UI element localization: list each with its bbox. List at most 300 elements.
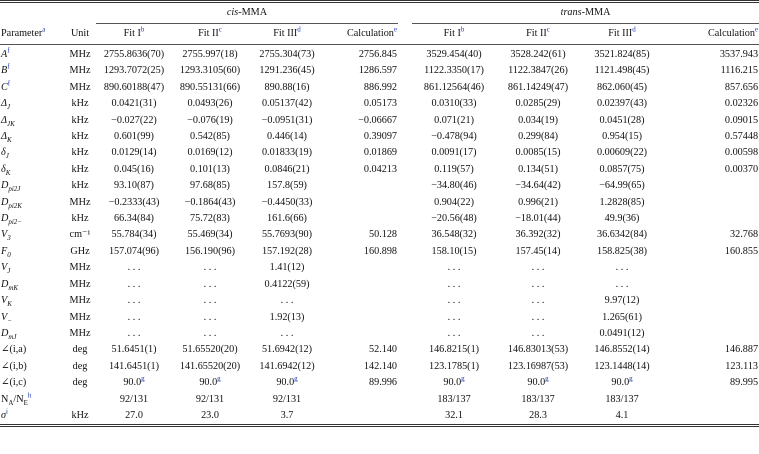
trans-value-1: 32.1 <box>445 409 463 421</box>
footnote-marker: g <box>141 374 145 383</box>
gap-cell <box>398 96 412 112</box>
row-unit: MHz <box>69 327 91 339</box>
cis-value-1: 92/131 <box>119 393 149 405</box>
row-unit: MHz <box>69 49 91 60</box>
cis-value-3: 1.41(12) <box>269 262 305 274</box>
row-unit: kHz <box>71 213 89 225</box>
parameter-label: D <box>1 327 9 339</box>
cell-value: 90.0 <box>123 377 142 389</box>
trans-value-4 <box>664 260 759 276</box>
cis-value-3: 161.6(66) <box>267 213 307 225</box>
trans-value-1: 0.904(22) <box>434 196 474 208</box>
parameter-subscript: mK <box>8 283 19 292</box>
gap-cell <box>398 277 412 293</box>
cis-value-3: 890.88(16) <box>264 81 310 93</box>
cis-value-4: 0.04213 <box>363 163 398 175</box>
cis-value-4 <box>326 178 398 194</box>
parameter-label: ∠(i,c) <box>1 377 27 389</box>
cell-value: 90.0 <box>611 377 630 389</box>
parameter-label: A <box>1 49 8 60</box>
gap-cell <box>398 244 412 260</box>
parameter-label: Δ <box>1 131 7 143</box>
row-parameter <box>0 178 64 194</box>
cis-value-3 <box>248 375 326 391</box>
row-unit: kHz <box>71 147 89 159</box>
trans-value-3: 0.954(15) <box>602 131 642 143</box>
footnote-marker: i <box>6 407 8 416</box>
trans-value-1: 146.8215(1) <box>428 344 480 356</box>
table-body <box>0 45 759 426</box>
trans-value-3: . . . <box>615 278 629 290</box>
parameter-label: ∠(i,b) <box>1 360 27 372</box>
cis-value-2: 0.101(13) <box>190 163 230 175</box>
row-parameter <box>0 293 64 309</box>
cis-value-1: −0.2333(43) <box>108 196 160 208</box>
trans-value-4: 857.656 <box>724 81 759 93</box>
row-unit: MHz <box>69 65 91 77</box>
cis-value-4: 160.898 <box>363 245 398 257</box>
row-parameter <box>0 392 64 408</box>
header-gap <box>398 24 412 45</box>
row-unit: kHz <box>71 98 89 110</box>
trans-value-2: 157.45(14) <box>515 245 561 257</box>
trans-value-3: 0.0451(28) <box>599 114 645 126</box>
trans-value-4 <box>664 392 759 408</box>
trans-value-1: −20.56(48) <box>431 213 477 225</box>
cis-value-4: −0.06667 <box>358 114 398 126</box>
header-parameter <box>0 24 64 45</box>
table-row <box>0 129 759 145</box>
table-row <box>0 293 759 309</box>
gap-cell <box>398 211 412 227</box>
cis-value-3: 157.8(59) <box>267 180 307 192</box>
table-row <box>0 63 759 79</box>
cis-value-4 <box>326 326 398 342</box>
trans-value-3: 123.1448(14) <box>594 360 650 372</box>
parameter-subscript: 0 <box>7 250 11 259</box>
parameter-label: F <box>1 245 8 257</box>
cis-value-3: 92/131 <box>272 393 302 405</box>
trans-value-2: 0.299(84) <box>518 131 558 143</box>
parameter-label: C <box>1 81 8 93</box>
trans-value-4: 123.113 <box>725 360 759 372</box>
cis-value-4 <box>326 277 398 293</box>
cell-value: 90.0 <box>276 377 295 389</box>
cis-value-4 <box>326 408 398 426</box>
trans-value-4: 0.00598 <box>724 147 759 159</box>
gap-cell <box>398 392 412 408</box>
cis-value-1: . . . <box>127 327 141 339</box>
group-title-suffix: -MMA <box>238 7 268 18</box>
gap-cell <box>398 260 412 276</box>
parameter-subscript: K <box>6 136 12 145</box>
parameter-subscript: JK <box>6 119 15 128</box>
row-parameter <box>0 408 64 426</box>
cis-value-4 <box>326 260 398 276</box>
subscript: E <box>23 398 28 407</box>
header-label: Fit I <box>123 28 141 39</box>
header-cis-4 <box>326 24 398 45</box>
trans-value-2: 123.16987(53) <box>507 360 569 372</box>
footnote-marker: f <box>7 63 10 72</box>
table-row <box>0 342 759 358</box>
cis-value-4: 142.140 <box>363 360 398 372</box>
trans-value-1: −0.478(94) <box>431 131 477 143</box>
cis-value-3: 0.4122(59) <box>264 278 310 290</box>
row-unit: MHz <box>69 196 91 208</box>
cis-value-2: 141.65520(20) <box>179 360 241 372</box>
parameter-label: V <box>1 311 8 323</box>
trans-value-1: 0.0310(33) <box>431 98 477 110</box>
row-unit <box>64 392 96 408</box>
trans-value-4 <box>664 178 759 194</box>
cis-value-2: 0.0493(26) <box>187 98 233 110</box>
table-row <box>0 310 759 326</box>
parameter-label: B <box>1 65 8 77</box>
trans-value-2: . . . <box>531 311 545 323</box>
parameter-label: D <box>1 213 9 225</box>
parameter-label: Δ <box>1 114 7 126</box>
trans-value-3: 9.97(12) <box>604 295 640 307</box>
header-cis-2 <box>172 24 248 45</box>
table-row <box>0 359 759 375</box>
row-unit: MHz <box>69 295 91 307</box>
trans-value-1: . . . <box>447 295 461 307</box>
cis-value-4: 0.05173 <box>363 98 398 110</box>
row-parameter <box>0 277 64 293</box>
cis-value-2: . . . <box>203 295 217 307</box>
cell-value: 90.0 <box>199 377 218 389</box>
trans-value-4 <box>664 326 759 342</box>
cis-value-2: −0.1864(43) <box>184 196 236 208</box>
cis-value-1: 93.10(87) <box>114 180 154 192</box>
cis-value-3: −0.0951(31) <box>261 114 313 126</box>
cis-value-1: 0.0129(14) <box>111 147 157 159</box>
gap-cell <box>398 178 412 194</box>
header-trans-3 <box>580 24 664 45</box>
cis-value-1: 0.601(99) <box>114 131 154 143</box>
cis-value-2: . . . <box>203 311 217 323</box>
trans-value-3: −64.99(65) <box>599 180 645 192</box>
gap-cell <box>398 145 412 161</box>
row-parameter <box>0 244 64 260</box>
cis-value-3: 55.7693(90) <box>261 229 313 241</box>
cis-value-3: 51.6942(12) <box>261 344 313 356</box>
trans-value-2: 1122.3847(26) <box>508 65 568 77</box>
cis-value-2: 156.190(96) <box>184 245 236 257</box>
trans-value-1: 123.1785(1) <box>428 360 480 372</box>
row-unit: deg <box>72 360 88 372</box>
header-label: Calculation <box>707 28 755 39</box>
cis-value-2: 0.542(85) <box>190 131 230 143</box>
parameter-label: V <box>1 229 8 241</box>
cis-group-title <box>227 7 267 18</box>
trans-value-3: 1.2828(85) <box>599 196 645 208</box>
row-unit: MHz <box>69 278 91 290</box>
cis-value-3: 0.446(14) <box>267 131 307 143</box>
cis-value-1: 157.074(96) <box>108 245 160 257</box>
parameter-subscript: − <box>7 316 12 325</box>
cis-value-3: 2755.304(73) <box>259 49 315 60</box>
trans-value-2: 28.3 <box>529 409 547 421</box>
cis-value-1: 55.784(34) <box>111 229 157 241</box>
cis-value-1: 141.6451(1) <box>108 360 160 372</box>
trans-value-4: 0.09015 <box>724 114 759 126</box>
parameter-subscript: 3 <box>7 234 11 243</box>
trans-value-4: 32.768 <box>730 229 759 241</box>
trans-value-3 <box>580 375 664 391</box>
header-label: Fit I <box>443 28 461 39</box>
gap-cell <box>398 342 412 358</box>
trans-value-1: 36.548(32) <box>431 229 477 241</box>
header-label: Fit II <box>526 28 547 39</box>
parameter-subscript: J <box>5 152 9 161</box>
trans-value-2: . . . <box>531 327 545 339</box>
cis-value-2: 55.469(34) <box>187 229 233 241</box>
footnote-marker: d <box>632 25 636 34</box>
cis-value-2: . . . <box>203 262 217 274</box>
gap-cell <box>398 326 412 342</box>
trans-value-2: 146.83013(53) <box>507 344 569 356</box>
trans-value-3: . . . <box>615 262 629 274</box>
header-trans-1 <box>412 24 496 45</box>
cis-value-4: 2756.845 <box>358 49 398 60</box>
cis-value-3: 1291.236(45) <box>259 65 315 77</box>
trans-value-2: . . . <box>531 278 545 290</box>
cis-value-2 <box>172 375 248 391</box>
cis-value-1: 27.0 <box>125 409 143 421</box>
row-parameter <box>0 227 64 243</box>
parameter-label: $N_A/N_E$ <box>1 393 28 407</box>
header-label: Calculation <box>346 28 394 39</box>
trans-value-2: 0.134(51) <box>518 163 558 175</box>
cis-value-1: 2755.8636(70) <box>103 49 165 60</box>
row-unit: kHz <box>71 163 89 175</box>
parameter-label: D <box>1 196 9 208</box>
cis-value-3: 0.01833(19) <box>261 147 313 159</box>
trans-value-1: 0.071(21) <box>434 114 474 126</box>
row-unit: cm⁻¹ <box>69 229 91 241</box>
cis-value-1: −0.027(22) <box>111 114 157 126</box>
trans-value-2: 0.0085(15) <box>515 147 561 159</box>
cis-value-2: 1293.3105(60) <box>179 65 241 77</box>
trans-value-4 <box>664 293 759 309</box>
trans-value-3: 1121.498(45) <box>594 65 650 77</box>
gap-cell <box>398 359 412 375</box>
cis-value-2: . . . <box>203 327 217 339</box>
trans-value-3: 3521.824(85) <box>594 49 650 60</box>
trans-value-2: −34.64(42) <box>515 180 561 192</box>
table-row <box>0 375 759 391</box>
header-label: Fit II <box>198 28 219 39</box>
footnote-marker: c <box>546 25 550 34</box>
table-row <box>0 80 759 96</box>
cis-value-1: 51.6451(1) <box>111 344 157 356</box>
trans-value-4: 146.887 <box>724 344 759 356</box>
row-unit: deg <box>72 377 88 389</box>
trans-value-2: 0.0285(29) <box>515 98 561 110</box>
footnote-marker: e <box>393 25 398 34</box>
trans-value-4 <box>664 195 759 211</box>
trans-value-1: . . . <box>447 327 461 339</box>
group-title-prefix: trans <box>560 7 582 18</box>
cis-value-4: 0.01869 <box>363 147 398 159</box>
row-parameter <box>0 113 64 129</box>
trans-value-3: 49.9(36) <box>604 213 640 225</box>
cis-value-2: 890.55131(66) <box>179 81 241 93</box>
trans-value-1: . . . <box>447 278 461 290</box>
row-parameter <box>0 326 64 342</box>
trans-value-2: 3528.242(61) <box>510 49 566 60</box>
footnote-marker: g <box>545 374 549 383</box>
footnote-marker: b <box>460 25 465 34</box>
row-unit: MHz <box>69 262 91 274</box>
trans-value-4: 160.855 <box>724 245 759 257</box>
trans-value-4: 1116.215 <box>720 65 759 77</box>
gap-cell <box>398 45 412 64</box>
cis-value-3: 0.05137(42) <box>261 98 313 110</box>
cell-value: 90.0 <box>527 377 546 389</box>
cis-value-2: 23.0 <box>201 409 219 421</box>
trans-value-3: 1.265(61) <box>602 311 642 323</box>
cis-value-4: 1286.597 <box>358 65 398 77</box>
cis-value-2: −0.076(19) <box>187 114 233 126</box>
cis-value-1: . . . <box>127 311 141 323</box>
parameter-label: δ <box>1 147 6 159</box>
table-row <box>0 145 759 161</box>
subscript: A <box>8 398 14 407</box>
parameter-label: D <box>1 180 9 192</box>
trans-value-1: −34.80(46) <box>431 180 477 192</box>
cis-value-1: 1293.7072(25) <box>103 65 165 77</box>
gap-cell <box>398 293 412 309</box>
cis-value-2: 0.0169(12) <box>187 147 233 159</box>
parameter-subscript: J <box>6 103 11 112</box>
gap-cell <box>398 129 412 145</box>
trans-value-2: 0.996(21) <box>518 196 558 208</box>
trans-value-4: 89.995 <box>730 377 759 389</box>
trans-value-1: 158.10(15) <box>431 245 477 257</box>
row-parameter <box>0 211 64 227</box>
parameter-subscript: J <box>7 267 11 276</box>
parameter-label: D <box>1 278 9 290</box>
row-unit: GHz <box>70 245 90 257</box>
row-parameter <box>0 375 64 391</box>
table-row <box>0 96 759 112</box>
table-row <box>0 227 759 243</box>
footnote-marker: b <box>140 25 145 34</box>
row-unit: deg <box>72 344 88 356</box>
cis-value-3: 0.0846(21) <box>264 163 310 175</box>
cis-value-3: 1.92(13) <box>269 311 305 323</box>
footnote-marker: f <box>7 46 10 55</box>
table-row <box>0 277 759 293</box>
trans-value-4 <box>664 277 759 293</box>
cis-value-3: 157.192(28) <box>261 245 313 257</box>
row-unit: MHz <box>69 81 91 93</box>
group-title-suffix: -MMA <box>581 7 611 18</box>
trans-value-1: 183/137 <box>437 393 471 405</box>
footnote-marker: g <box>629 374 633 383</box>
header-trans-2 <box>496 24 580 45</box>
row-parameter <box>0 45 64 64</box>
footnote-marker: e <box>754 25 759 34</box>
cis-value-3: 141.6942(12) <box>259 360 315 372</box>
parameter-subscript: K <box>7 300 12 309</box>
parameter-subscript: K <box>5 168 11 177</box>
row-unit: MHz <box>69 311 91 323</box>
cis-value-1: . . . <box>127 278 141 290</box>
trans-value-3: 0.02397(43) <box>596 98 648 110</box>
trans-value-2 <box>496 375 580 391</box>
trans-value-1: 0.0091(17) <box>431 147 477 159</box>
row-parameter <box>0 162 64 178</box>
gap-cell <box>398 80 412 96</box>
trans-value-4 <box>664 310 759 326</box>
header-parameter-label: Parameter <box>1 27 43 39</box>
group-title-prefix: cis <box>226 7 239 18</box>
row-parameter <box>0 342 64 358</box>
row-unit: kHz <box>71 131 89 143</box>
cis-value-4: 0.39097 <box>363 131 398 143</box>
header-cis-3 <box>248 24 326 45</box>
row-unit: kHz <box>71 180 89 192</box>
parameter-label: V <box>1 295 8 307</box>
gap-cell <box>398 375 412 391</box>
cis-value-3: . . . <box>280 295 294 307</box>
header-label: Fit III <box>273 28 298 39</box>
cis-value-4: 89.996 <box>369 377 398 389</box>
trans-value-1: 861.12564(46) <box>423 81 485 93</box>
cis-value-4: 886.992 <box>363 81 398 93</box>
row-parameter <box>0 359 64 375</box>
parameter-subscript: pi2K <box>8 201 22 210</box>
trans-value-2: 861.14249(47) <box>507 81 569 93</box>
trans-value-2: 183/137 <box>521 393 555 405</box>
parameter-subscript: pi2− <box>8 218 23 227</box>
parameter-label: δ <box>1 163 6 175</box>
trans-value-1: 0.119(57) <box>434 163 474 175</box>
table-row <box>0 244 759 260</box>
header-unit: Unit <box>70 27 90 39</box>
trans-value-2: . . . <box>531 262 545 274</box>
cis-value-2: 97.68(85) <box>190 180 230 192</box>
cis-value-4 <box>326 310 398 326</box>
footnote-marker: g <box>217 374 221 383</box>
trans-value-2: . . . <box>531 295 545 307</box>
trans-value-1: 3529.454(40) <box>426 49 482 60</box>
trans-value-3: 4.1 <box>615 409 629 421</box>
header-cis-1 <box>96 24 172 45</box>
row-unit: kHz <box>71 409 89 421</box>
header-trans-4 <box>664 24 759 45</box>
header-label: Fit III <box>608 28 633 39</box>
row-parameter <box>0 260 64 276</box>
trans-value-3: 0.00609(22) <box>596 147 648 159</box>
row-parameter <box>0 96 64 112</box>
row-parameter <box>0 80 64 96</box>
parameter-label: σ <box>1 409 7 421</box>
parameter-subscript: pi2J <box>8 185 21 194</box>
gap-cell <box>398 63 412 79</box>
trans-value-4: 3537.943 <box>719 49 759 60</box>
row-parameter <box>0 63 64 79</box>
trans-value-2: 0.034(19) <box>518 114 558 126</box>
table-row <box>0 408 759 426</box>
cis-value-3: . . . <box>280 327 294 339</box>
cis-value-1: 66.34(84) <box>114 213 154 225</box>
cis-value-4: 50.128 <box>369 229 398 241</box>
